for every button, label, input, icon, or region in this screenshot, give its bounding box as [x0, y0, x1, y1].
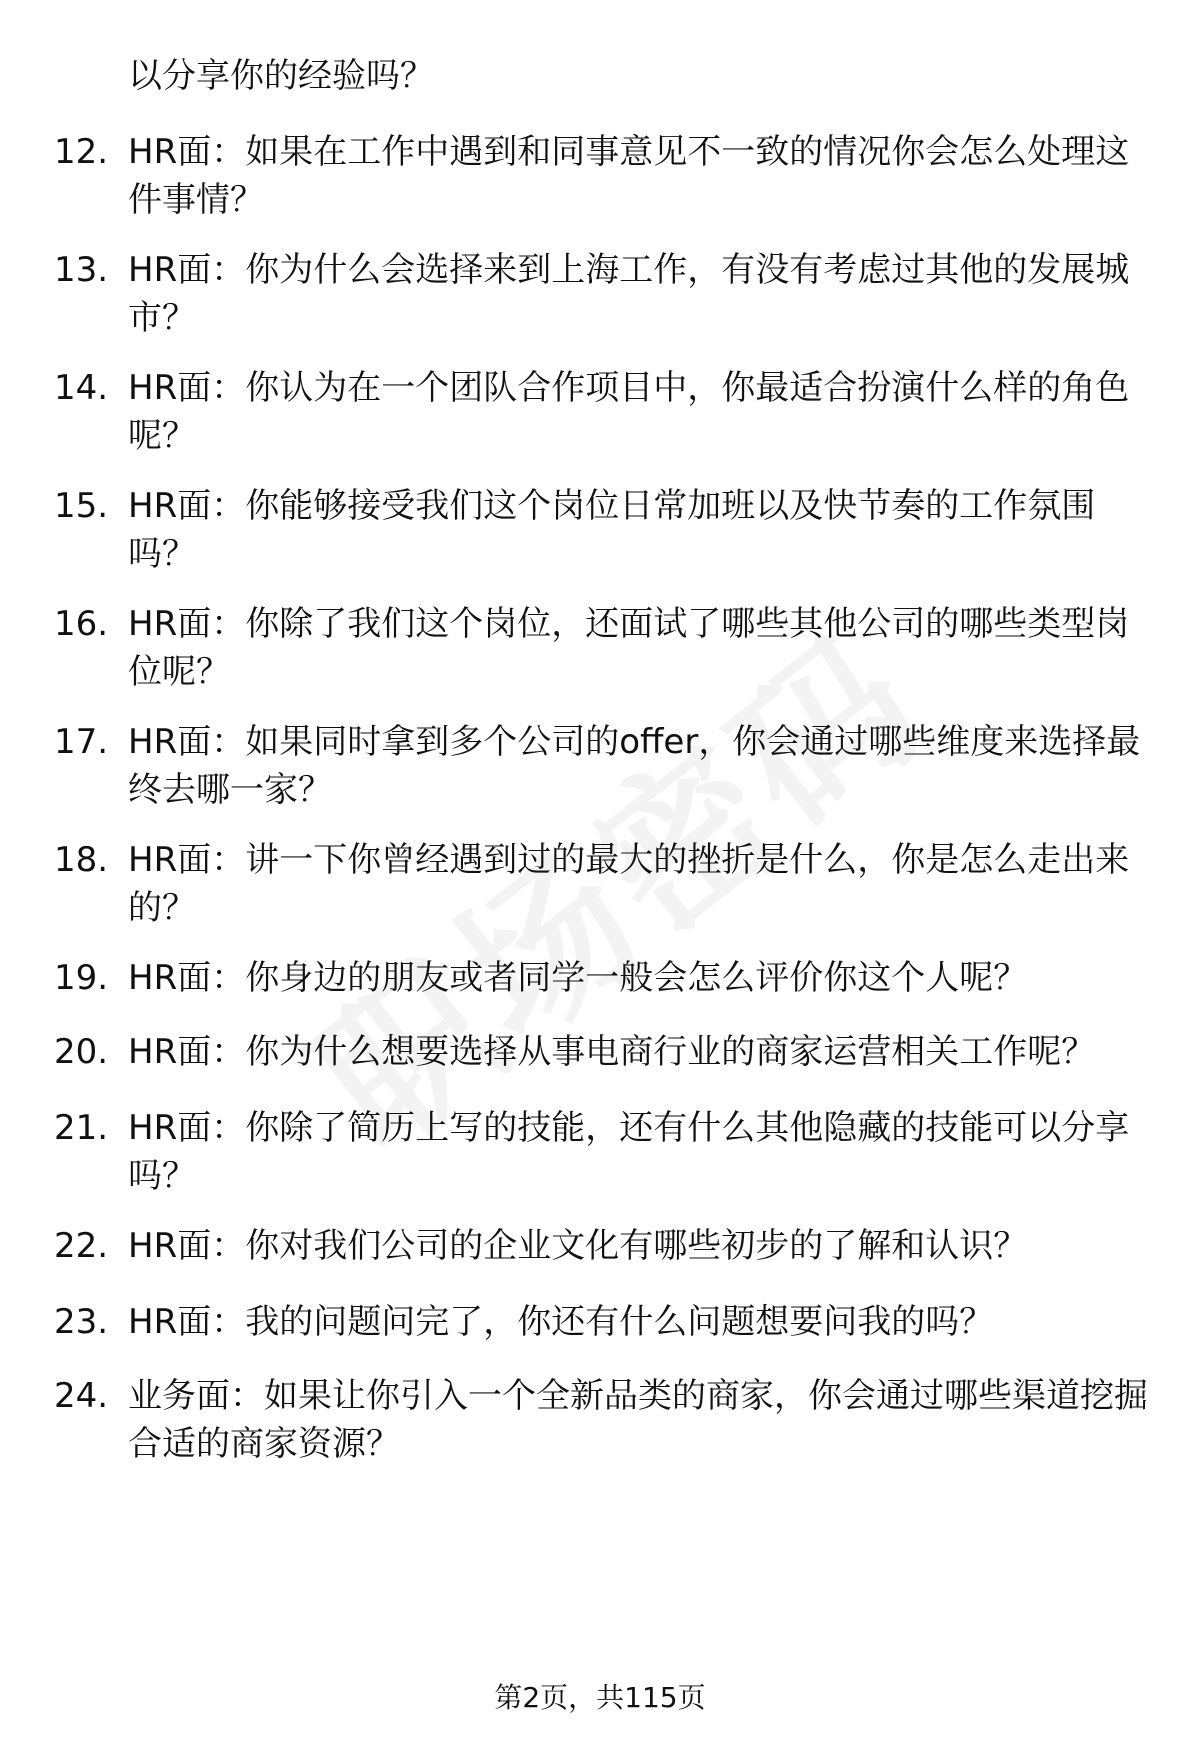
question-text: HR面：你能够接受我们这个岗位日常加班以及快节奏的工作氛围吗？ — [128, 486, 1096, 574]
question-text: HR面：我的问题问完了，你还有什么问题想要问我的吗？ — [128, 1302, 994, 1342]
item-number: 23. — [54, 1302, 109, 1342]
item-number: 19. — [54, 958, 109, 998]
question-text: HR面：你认为在一个团队合作项目中，你最适合扮演什么样的角色呢？ — [128, 368, 1130, 456]
question-text: HR面：你对我们公司的企业文化有哪些初步的了解和认识？ — [128, 1226, 1028, 1266]
item-number: 21. — [54, 1108, 109, 1148]
question-text: 业务面：如果让你引入一个全新品类的商家，你会通过哪些渠道挖掘合适的商家资源？ — [128, 1376, 1148, 1464]
continued-question-text: 以分享你的经验吗？ — [128, 56, 434, 96]
question-text: HR面：你除了我们这个岗位，还面试了哪些其他公司的哪些类型岗位呢？ — [128, 604, 1130, 692]
item-number: 16. — [54, 604, 109, 644]
item-number: 22. — [54, 1226, 109, 1266]
item-number: 15. — [54, 486, 109, 526]
item-number: 13. — [54, 250, 109, 290]
question-text: HR面：讲一下你曾经遇到过的最大的挫折是什么，你是怎么走出来的？ — [128, 840, 1130, 928]
item-number: 20. — [54, 1032, 109, 1072]
question-text: HR面：你为什么会选择来到上海工作，有没有考虑过其他的发展城市？ — [128, 250, 1130, 338]
question-text: HR面：如果在工作中遇到和同事意见不一致的情况你会怎么处理这件事情？ — [128, 132, 1130, 220]
item-number: 24. — [54, 1376, 109, 1416]
question-text: HR面：如果同时拿到多个公司的offer，你会通过哪些维度来选择最终去哪一家？ — [128, 722, 1141, 810]
page-footer: 第2页，共115页 — [494, 1681, 706, 1714]
question-text: HR面：你除了简历上写的技能，还有什么其他隐藏的技能可以分享吗？ — [128, 1108, 1130, 1196]
item-number: 14. — [54, 368, 109, 408]
question-text: HR面：你身边的朋友或者同学一般会怎么评价你这个人呢？ — [128, 958, 1028, 998]
item-number: 18. — [54, 840, 109, 880]
question-text: HR面：你为什么想要选择从事电商行业的商家运营相关工作呢？ — [128, 1032, 1096, 1072]
item-number: 12. — [54, 132, 109, 172]
item-number: 17. — [54, 722, 109, 762]
